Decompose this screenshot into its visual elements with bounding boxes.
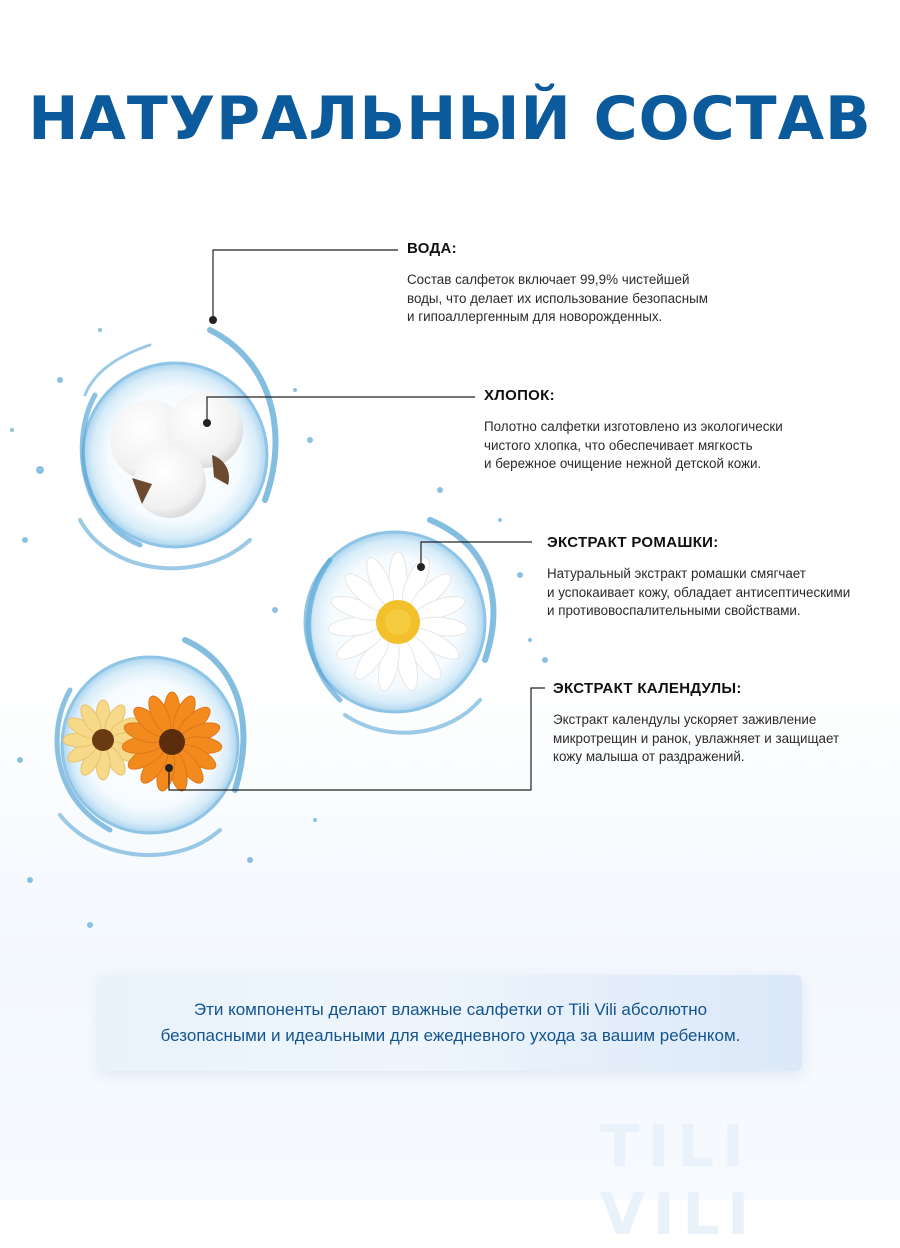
feature-description: Полотно салфетки изготовлено из экологически чистого хлопка, что обеспечивает мягкость и бережное очищение нежной детской кожи. xyxy=(484,419,783,471)
leader-dot-chamomile xyxy=(417,563,425,571)
brand-wordmark: TILI VILI xyxy=(600,1112,758,1248)
summary-banner xyxy=(99,975,802,1071)
feature-description: Экстракт календулы ускоряет заживление микротрещин и ранок, увлажняет и защищает кожу малыша от раздражений. xyxy=(553,712,840,764)
feature-description: Натуральный экстракт ромашки смягчает и успокаивает кожу, обладает антисептическими и противовоспалительными свойствами. xyxy=(547,566,851,618)
feature-chamomile xyxy=(547,534,897,621)
feature-calendula xyxy=(553,680,893,767)
feature-heading: ЭКСТРАКТ КАЛЕНДУЛЫ: xyxy=(553,680,742,697)
leader-line-water xyxy=(213,250,398,320)
feature-description: Состав салфеток включает 99,9% чистейшей воды, что делает их использование безопасным и гипоаллергенным для новорожденных. xyxy=(407,272,708,324)
feature-heading: ВОДА: xyxy=(407,240,457,257)
feature-cotton xyxy=(484,387,884,474)
feature-heading: ХЛОПОК: xyxy=(484,387,555,404)
feature-water xyxy=(407,240,787,327)
leader-dot-water xyxy=(209,316,217,324)
feature-heading: ЭКСТРАКТ РОМАШКИ: xyxy=(547,534,719,551)
leader-dot-cotton xyxy=(203,419,211,427)
leader-dot-calendula xyxy=(165,764,173,772)
page-title: НАТУРАЛЬНЫЙ СОСТАВ xyxy=(28,84,872,154)
summary-text: Эти компоненты делают влажные салфетки от Tili Vili абсолютно безопасными и идеальными для ежедневного ухода за вашим ребенком. xyxy=(160,1000,741,1045)
